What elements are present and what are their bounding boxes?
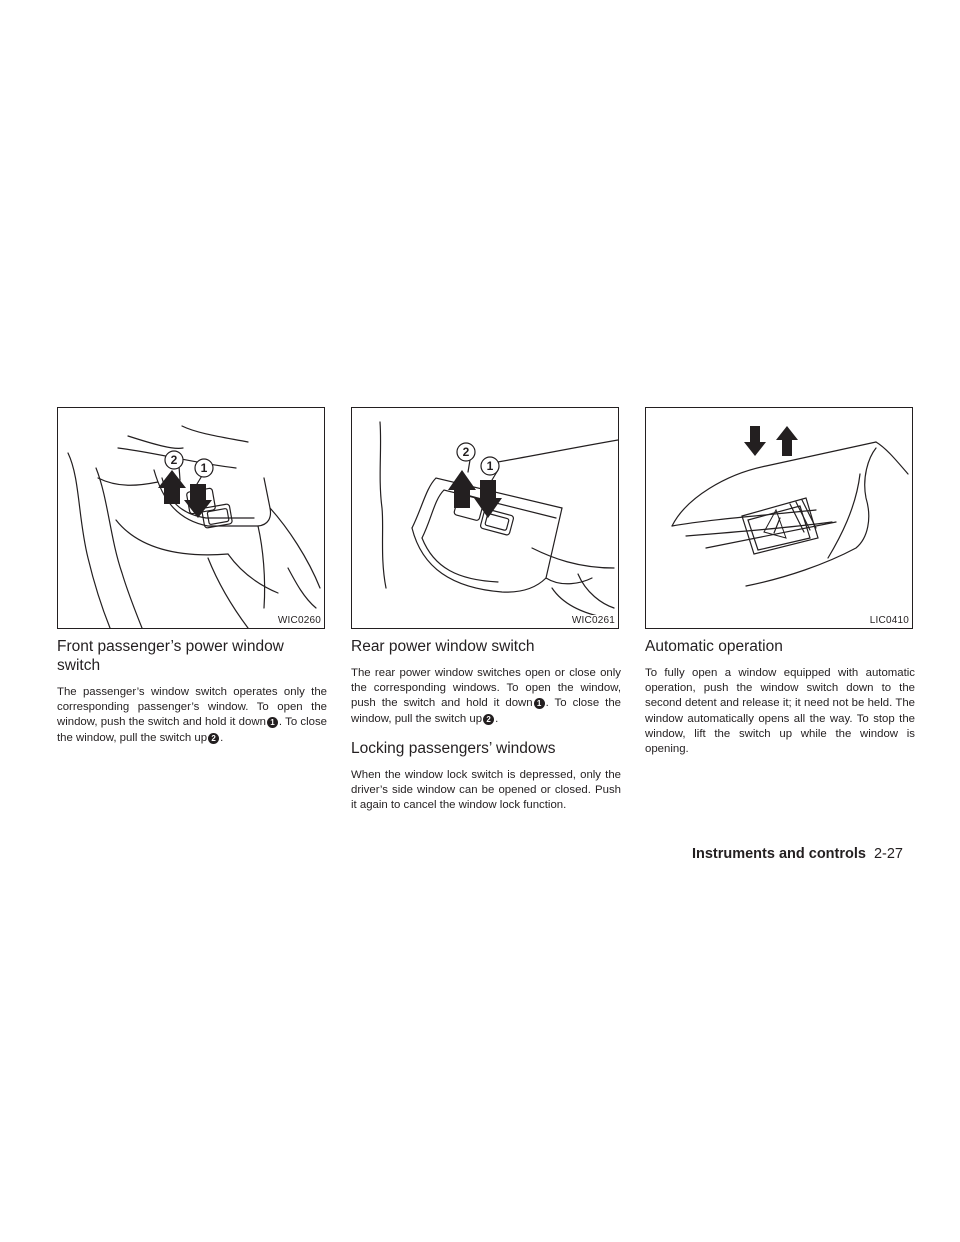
page-number: 2-27 (873, 846, 903, 862)
heading-rear-power-window-switch: Rear power window switch (351, 638, 535, 655)
footer-section-title: Instruments and controls (691, 846, 866, 862)
figure-auto-switch (645, 407, 913, 629)
text-part: The passenger’s window switch operates only the corresponding passenger’s window. To open the window, push the switch and hold it down (57, 686, 327, 729)
heading-front-passenger-switch: Front passenger’s power window switch (57, 638, 284, 674)
paragraph-front-passenger-switch (57, 685, 327, 746)
text-part: . To close the window, pull the switch up (351, 697, 621, 725)
text-part: . To close the window, pull the switch up (57, 716, 327, 744)
figure-code: LIC0410 (869, 615, 909, 626)
column-front-passenger (57, 637, 327, 758)
callout-2-icon: 2 (208, 733, 219, 744)
figure-code: WIC0260 (277, 615, 321, 626)
paragraph-locking-passengers-windows: When the window lock switch is depressed, only the driver’s side window can be opened or closed. Push it again to cancel the window lock function. (351, 768, 621, 812)
callout-1-icon: 1 (267, 717, 278, 728)
callout-1-label: 1 (486, 459, 494, 473)
callout-1-label: 1 (200, 461, 208, 475)
auto-switch-illustration (646, 408, 912, 628)
paragraph-automatic-operation: To fully open a window equipped with automatic operation, push the window switch down to the second detent and release it; it need not be held. The window automatically opens all the way. To stop the window, lift the switch up while the window is opening. (645, 667, 915, 756)
figure-front-passenger-switch (57, 407, 325, 629)
figure-rear-switch (351, 407, 619, 629)
callout-1-icon: 1 (534, 698, 545, 709)
page-footer (692, 846, 903, 862)
figure-code: WIC0261 (571, 615, 615, 626)
heading-locking-passengers-windows: Locking passengers’ windows (351, 739, 556, 757)
callout-2-label: 2 (462, 445, 470, 459)
heading-automatic-operation: Automatic operation (645, 638, 783, 655)
rear-switch-illustration (352, 408, 618, 628)
text-part: . (495, 712, 499, 725)
text-part: The rear power window switches open or close only the corresponding windows. To open the window, push the switch and hold it down (351, 667, 621, 710)
paragraph-rear-power-window-switch (351, 666, 621, 727)
text-part: . (220, 731, 224, 744)
column-automatic-operation (645, 637, 915, 769)
callout-2-icon: 2 (483, 714, 494, 725)
column-rear-and-locking (351, 637, 621, 825)
callout-2-label: 2 (170, 453, 178, 467)
front-passenger-switch-illustration (58, 408, 324, 628)
